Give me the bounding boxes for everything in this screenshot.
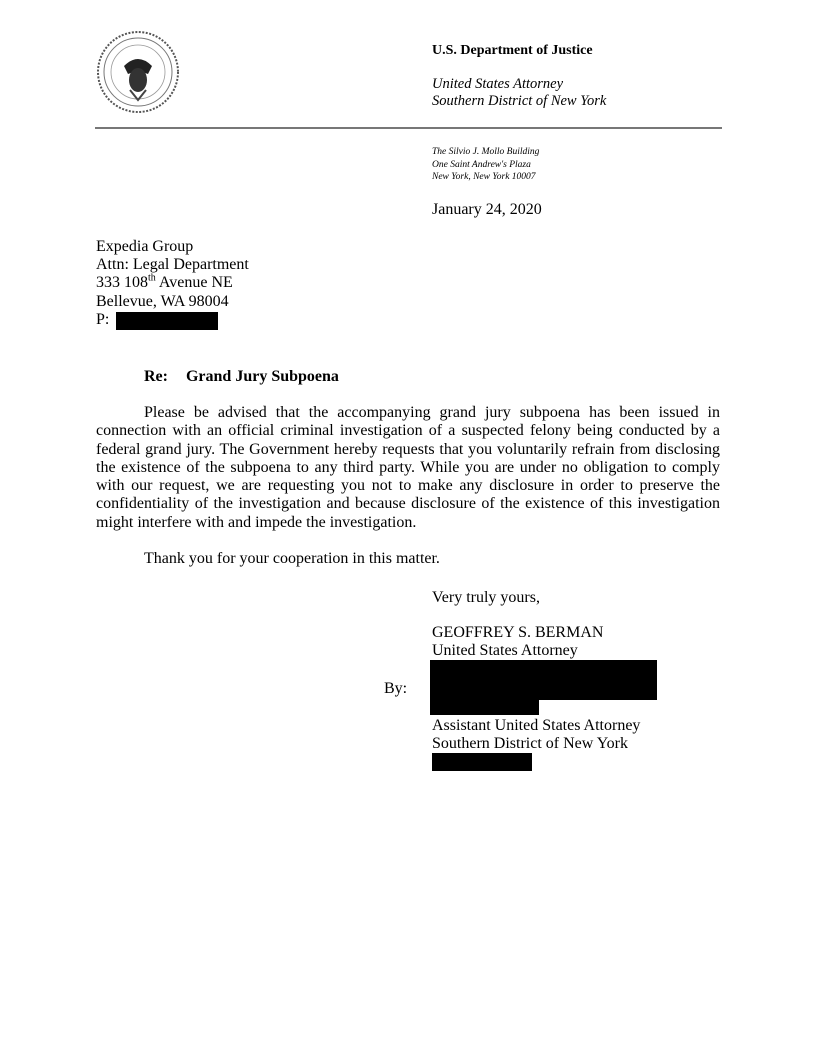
by-label: By: (384, 680, 408, 697)
recipient-attn: Attn: Legal Department (96, 256, 249, 274)
header-divider (95, 127, 722, 129)
recipient-phone-label: P: (96, 310, 110, 328)
doj-seal (96, 30, 180, 114)
address-line: The Silvio J. Mollo Building (432, 147, 540, 157)
street-number: 333 108 (96, 274, 148, 292)
street-suffix: th (148, 273, 156, 285)
street-rest: Avenue NE (155, 274, 233, 292)
re-subject: Grand Jury Subpoena (185, 368, 339, 385)
signer-district: Southern District of New York (432, 735, 628, 752)
signatory-name: GEOFFREY S. BERMAN (432, 624, 604, 641)
redaction-signer-phone (432, 753, 532, 771)
signatory-title: United States Attorney (432, 642, 578, 659)
redaction-signer-name (430, 699, 539, 715)
address-line: One Saint Andrew's Plaza (432, 159, 531, 170)
closing: Very truly yours, (432, 589, 540, 606)
redaction-signature (430, 660, 657, 700)
redaction-phone (116, 312, 218, 330)
district-name: Southern District of New York (432, 93, 607, 109)
recipient-street (96, 274, 249, 292)
department-name: U.S. Department of Justice (432, 43, 593, 58)
signer-title: Assistant United States Attorney (432, 717, 641, 734)
re-line (144, 368, 339, 386)
re-label: Re: (144, 368, 168, 385)
recipient-name: Expedia Group (96, 238, 194, 255)
office-address (432, 146, 539, 184)
body-paragraph: Please be advised that the accompanying grand jury subpoena has been issued in connection with an official criminal investigation of a suspected felony being conducted by a federal grand jury. The Government hereby requests that you voluntarily refrain from disclosing the existence of the subpoena to any third party. While you are under no obligation to comply with our request, we are requesting you not to make any disclosure in order to preserve the confidentiality of the investigation and because disclosure of the existence of this investigation might interfere with and impede the investigation. (96, 404, 720, 531)
recipient-city: Bellevue, WA 98004 (96, 292, 229, 310)
address-line: New York, New York 10007 (432, 172, 536, 182)
office-name: United States Attorney (432, 76, 564, 92)
letter-date: January 24, 2020 (432, 201, 542, 218)
body-paragraph: Thank you for your cooperation in this matter. (144, 550, 440, 567)
